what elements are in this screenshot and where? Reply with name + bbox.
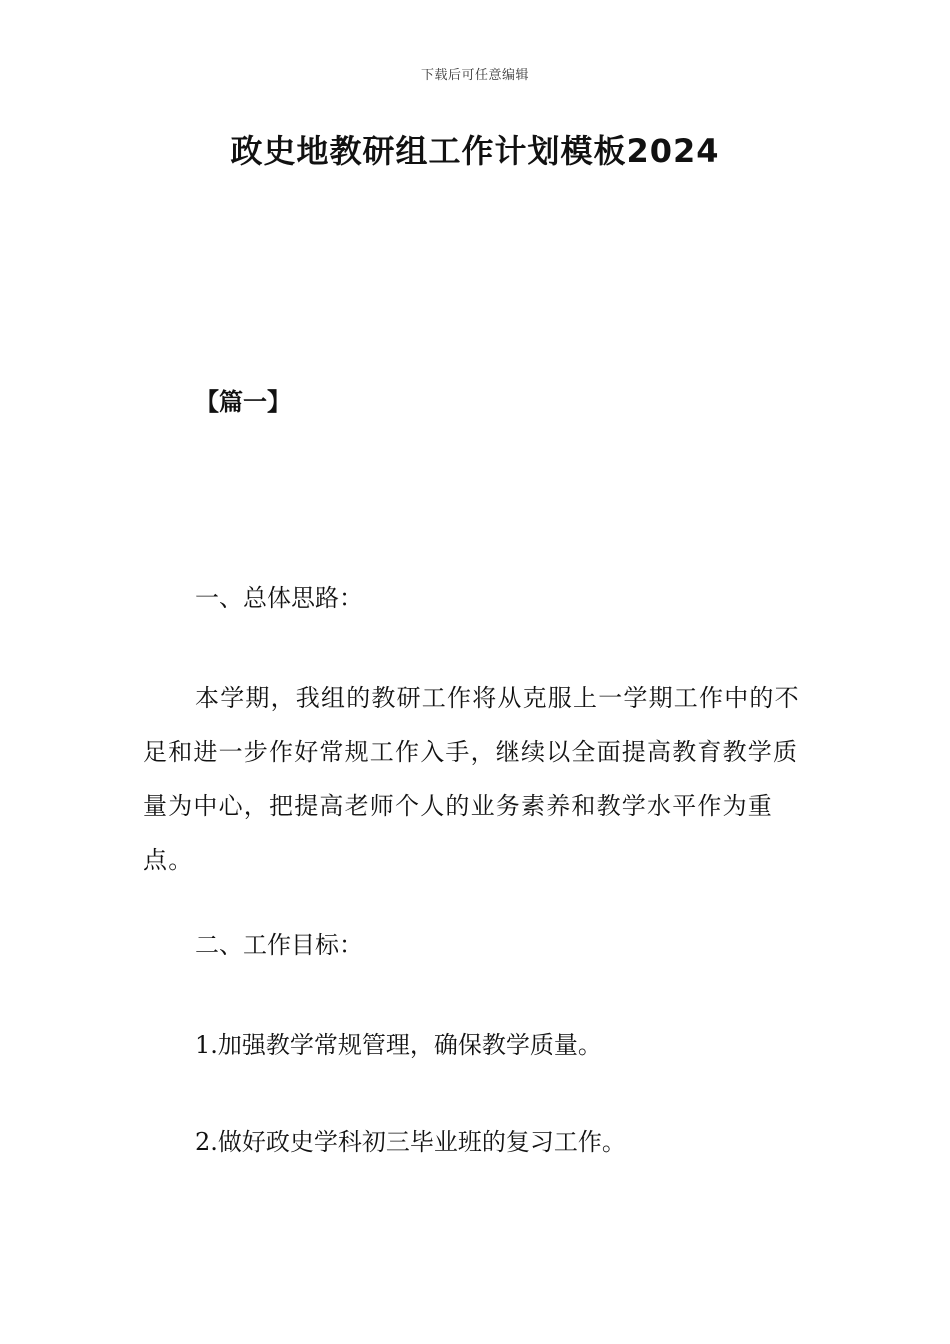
section-heading-overall-approach: 一、总体思路： [195, 584, 363, 612]
list-item: 2.做好政史学科初三毕业班的复习工作。 [195, 1128, 626, 1156]
list-item: 1.加强教学常规管理，确保教学质量。 [195, 1031, 602, 1059]
section-marker: 【篇一】 [195, 388, 291, 416]
body-paragraph: 本学期，我组的教研工作将从克服上一学期工作中的不足和进一步作好常规工作入手，继续以全面提高教育教学质量为中心，把提高老师个人的业务素养和教学水平作为重点。 [143, 684, 800, 874]
document-title: 政史地教研组工作计划模板2024 [230, 132, 720, 170]
section-heading-work-goals: 二、工作目标： [195, 931, 363, 959]
page-header-note: 下载后可任意编辑 [420, 68, 529, 83]
